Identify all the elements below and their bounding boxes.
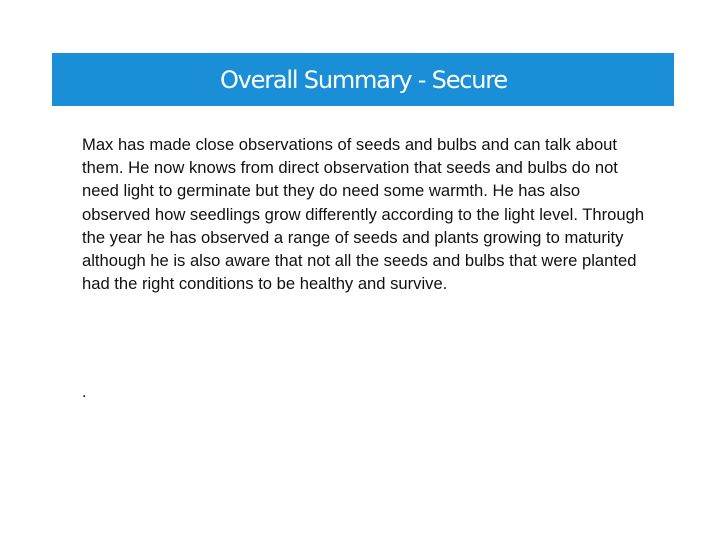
- page-title: Overall Summary - Secure: [219, 65, 507, 94]
- trailing-period: .: [82, 382, 87, 401]
- title-bar: [52, 53, 674, 106]
- summary-paragraph: Max has made close observations of seeds and bulbs and can talk about them. He now knows from direct observation that seeds and bulbs do not need light to germinate but they do need some warmth. He has also observed how seedlings grow differently according to the light level. Through the year he has observed a range of seeds and plants growing to maturity although he is also aware that not all the seeds and bulbs that were planted had the right conditions to be healthy and survive.: [82, 135, 645, 294]
